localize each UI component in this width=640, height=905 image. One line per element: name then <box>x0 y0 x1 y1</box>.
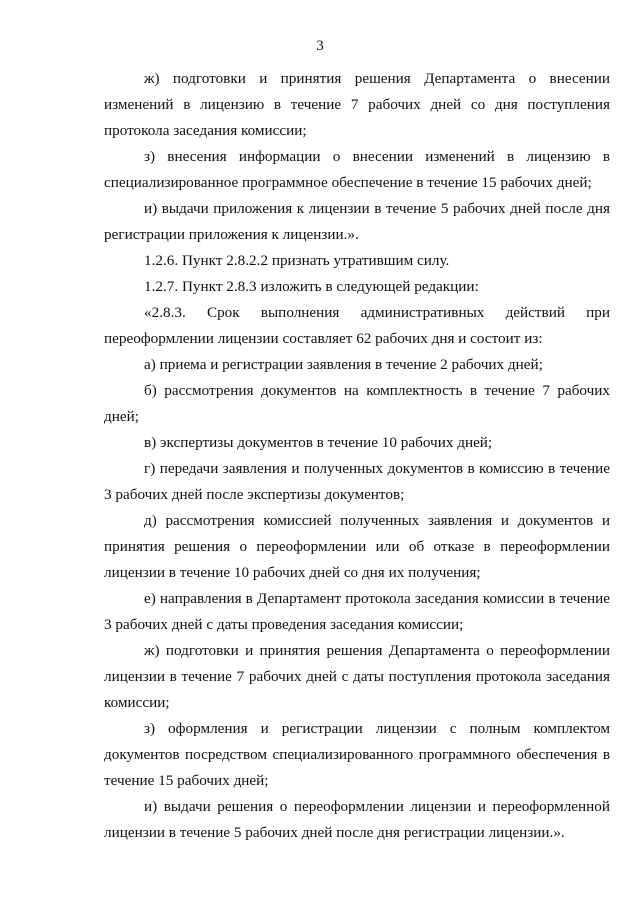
paragraph-g-transfer: г) передачи заявления и полученных документов в комиссию в течение 3 рабочих дней после экспертизы документов; <box>104 460 610 503</box>
paragraph-1-2-7: 1.2.7. Пункт 2.8.3 изложить в следующей редакции: <box>144 278 479 295</box>
paragraph-b-completeness: б) рассмотрения документов на комплектность в течение 7 рабочих дней; <box>104 382 610 425</box>
paragraph-i-appendix-issue: и) выдачи приложения к лицензии в течение 5 рабочих дней после дня регистрации приложения к лицензии.». <box>104 200 610 243</box>
paragraph-1-2-6: 1.2.6. Пункт 2.8.2.2 признать утратившим силу. <box>144 252 450 269</box>
paragraph-e-protocol-sending: е) направления в Департамент протокола заседания комиссии в течение 3 рабочих дней с даты проведения заседания комиссии; <box>104 590 610 633</box>
document-body <box>104 66 610 846</box>
paragraph-zh-reissue-decision: ж) подготовки и принятия решения Департамента о переоформлении лицензии в течение 7 рабочих дней с даты поступления протокола заседания комиссии; <box>104 642 610 711</box>
paragraph-zh-amendment-decision: ж) подготовки и принятия решения Департамента о внесении изменений в лицензию в течение 7 рабочих дней со дня поступления протокола заседания комиссии; <box>104 70 610 139</box>
paragraph-v-expertise: в) экспертизы документов в течение 10 рабочих дней; <box>144 434 493 451</box>
paragraph-z-license-registration: з) оформления и регистрации лицензии с полным комплектом документов посредством специализированного программного обеспечения в течение 15 рабочих дней; <box>104 720 610 789</box>
page-number: 3 <box>316 38 324 54</box>
paragraph-d-commission-review: д) рассмотрения комиссией полученных заявления и документов и принятия решения о переоформлении или об отказе в переоформлении лицензии в течение 10 рабочих дней со дня их получения; <box>104 512 610 581</box>
paragraph-z-software-entry: з) внесения информации о внесении изменений в лицензию в специализированное программное обеспечение в течение 15 рабочих дней; <box>104 148 610 191</box>
paragraph-2-8-3: «2.8.3. Срок выполнения административных действий при переоформлении лицензии составляет 62 рабочих дня и состоит из: <box>104 304 610 347</box>
paragraph-a-reception: а) приема и регистрации заявления в течение 2 рабочих дней; <box>144 356 543 373</box>
paragraph-i-decision-issue: и) выдачи решения о переоформлении лицензии и переоформленной лицензии в течение 5 рабочих дней после дня регистрации лицензии.». <box>104 798 610 841</box>
